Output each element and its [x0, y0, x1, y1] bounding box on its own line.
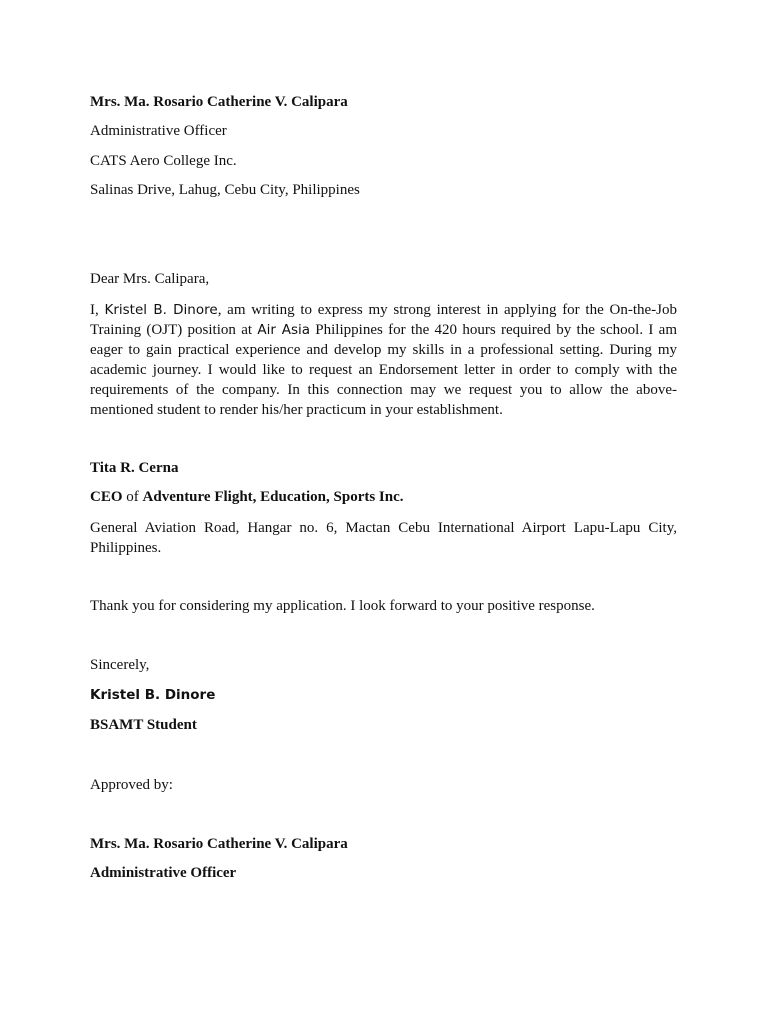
recipient-address: Salinas Drive, Lahug, Cebu City, Philippines: [90, 182, 360, 198]
body-intro: I,: [90, 302, 105, 318]
approval-label: Approved by:: [90, 777, 173, 793]
addressee-role-line: [90, 488, 404, 506]
salutation: Dear Mrs. Calipara,: [90, 271, 210, 287]
body-company: Air Asia: [257, 322, 310, 338]
recipient-organization: CATS Aero College Inc.: [90, 153, 237, 169]
addressee-organization: Adventure Flight, Education, Sports Inc.: [142, 489, 404, 505]
addressee-name: Tita R. Cerna: [90, 460, 179, 476]
recipient-title: Administrative Officer: [90, 123, 227, 139]
body-student-name: Kristel B. Dinore: [104, 302, 218, 318]
body-text-1: , am writing to express my strong interest in applying for the On-the-Job Training (OJT) position at: [90, 302, 677, 338]
addressee-address: General Aviation Road, Hangar no. 6, Mactan Cebu International Airport Lapu-Lapu City, Philippines.: [90, 520, 677, 556]
signoff-position: BSAMT Student: [90, 717, 197, 733]
recipient-name: Mrs. Ma. Rosario Catherine V. Calipara: [90, 94, 348, 110]
approval-title: Administrative Officer: [90, 865, 237, 881]
approval-name: Mrs. Ma. Rosario Catherine V. Calipara: [90, 836, 348, 852]
closing-line: Thank you for considering my application. I look forward to your positive response.: [90, 598, 595, 614]
signoff-closing: Sincerely,: [90, 657, 150, 673]
addressee-role: CEO: [90, 489, 123, 505]
body-text-2: Philippines for the 420 hours required by the school. I am eager to gain practical experience and develop my skills in a professional setting. During my academic journey. I would like to request an Endorsement letter in order to comply with the requirements of the company. In this connection may we request you to allow the above-mentioned student to render his/her practicum in your establishment.: [90, 322, 677, 418]
addressee-connector: of: [122, 489, 143, 505]
body-paragraph: [90, 300, 677, 420]
signoff-name: Kristel B. Dinore: [90, 687, 216, 703]
